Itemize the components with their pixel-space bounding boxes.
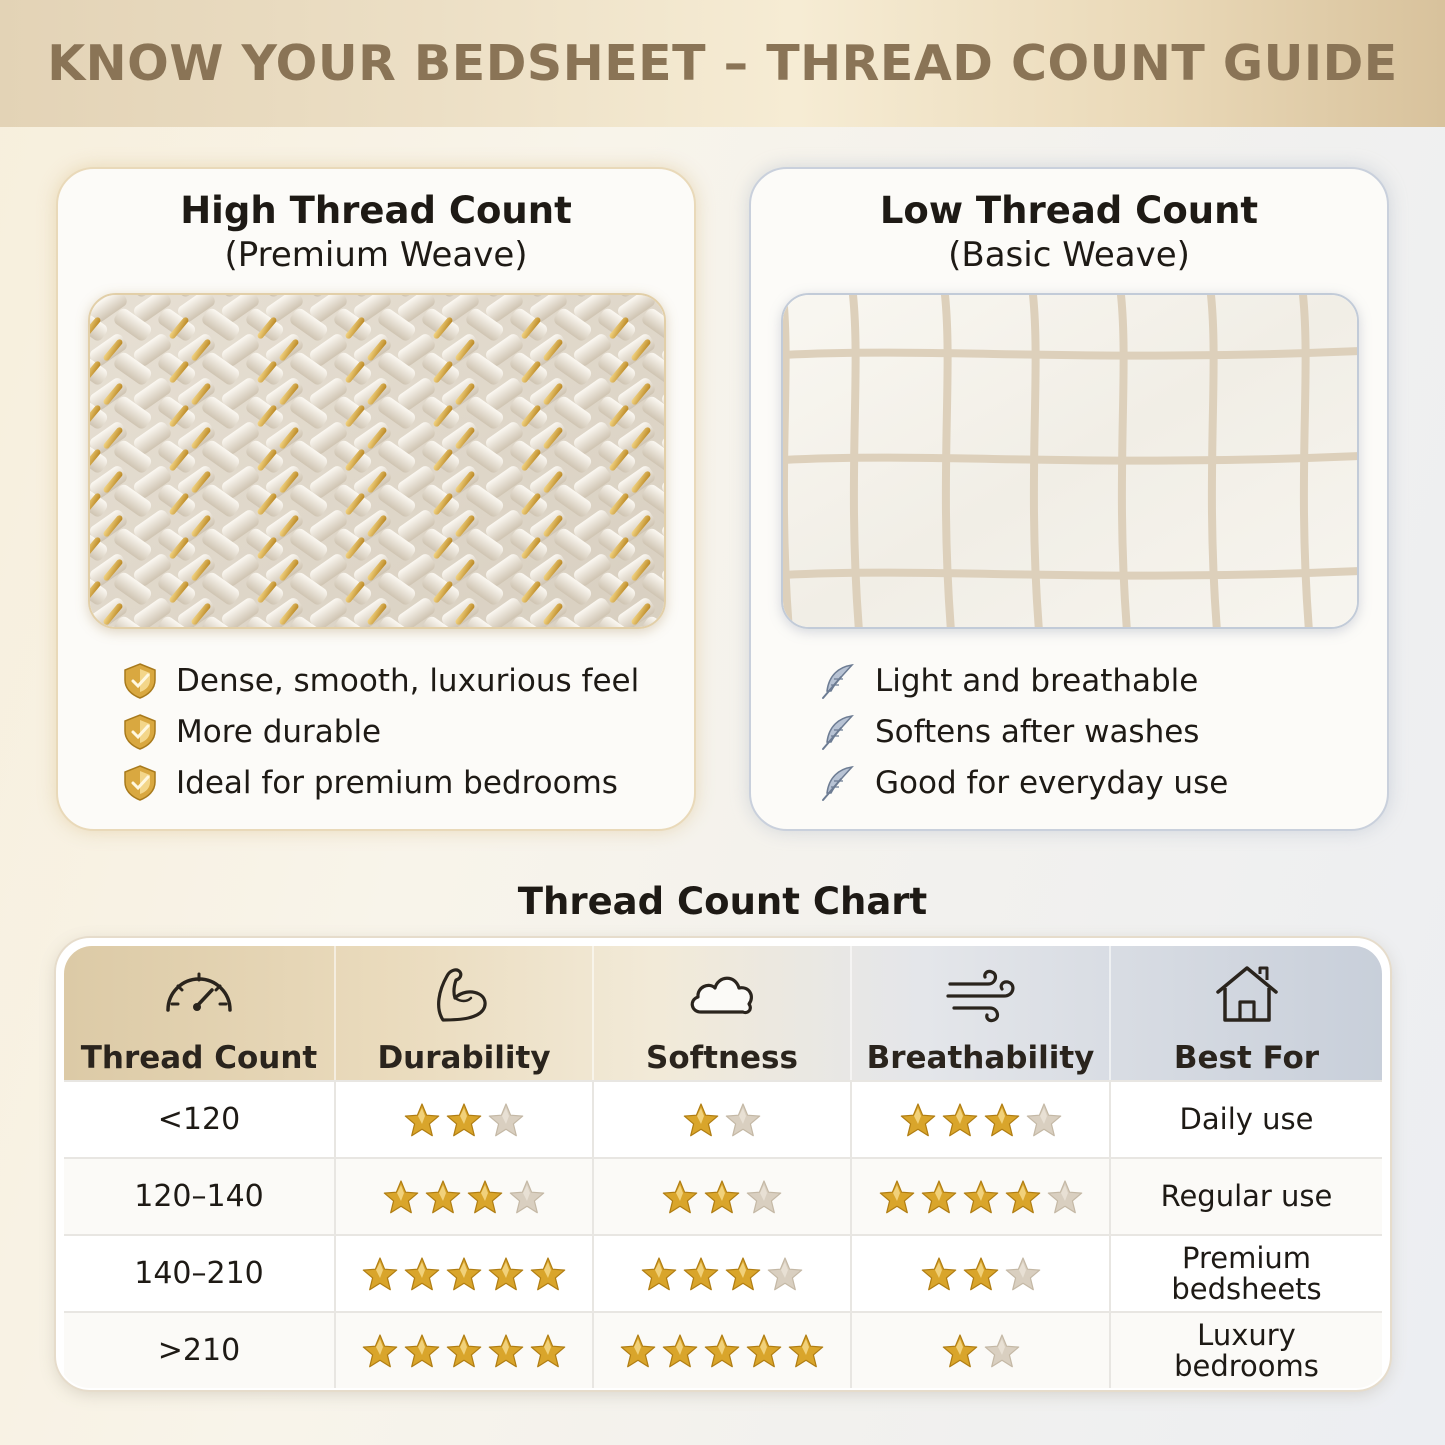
star-filled-icon [382,1178,420,1216]
star-filled-icon [661,1332,699,1370]
star-filled-icon [682,1255,720,1293]
table-row [64,1311,1382,1388]
high-bullet-text: Dense, smooth, luxurious feel [176,662,640,699]
durability-rating [336,1082,594,1157]
star-filled-icon [941,1332,979,1370]
cloud-icon [685,962,759,1026]
star-filled-icon [445,1332,483,1370]
star-filled-icon [787,1332,825,1370]
feather-icon [819,763,859,803]
thread-count-cell: 140–210 [64,1236,336,1311]
star-filled-icon [403,1101,441,1139]
star-filled-icon [920,1255,958,1293]
star-filled-icon [445,1101,483,1139]
star-filled-icon [983,1101,1021,1139]
flexed-arm-icon [427,962,501,1026]
softness-rating [594,1236,852,1311]
breathability-rating [852,1082,1111,1157]
star-filled-icon [703,1178,741,1216]
star-filled-icon [941,1101,979,1139]
breathability-rating [852,1236,1111,1311]
high-card-subtitle: (Premium Weave) [224,235,528,275]
star-empty-icon [1004,1255,1042,1293]
low-bullet [819,655,1228,706]
column-header-breathability [852,946,1111,1080]
star-filled-icon [724,1255,762,1293]
star-filled-icon [361,1255,399,1293]
column-header-label: Best For [1173,1040,1320,1076]
table-header [64,946,1382,1080]
low-thread-count-card [749,167,1389,831]
star-empty-icon [487,1101,525,1139]
star-filled-icon [403,1332,441,1370]
best-for-cell: Daily use [1179,1102,1314,1136]
basic-weave-image [781,293,1359,629]
low-bullet-text: Light and breathable [875,662,1199,699]
column-header-thread-count [64,946,336,1080]
column-header-best-for [1111,946,1382,1080]
durability-rating [336,1313,594,1388]
best-for-cell: Regular use [1160,1179,1333,1213]
star-empty-icon [508,1178,546,1216]
high-bullet [120,757,639,808]
star-empty-icon [1025,1101,1063,1139]
weft-thread [783,351,1359,356]
table-row [64,1157,1382,1234]
high-bullet-text: Ideal for premium bedrooms [176,764,618,801]
star-filled-icon [619,1332,657,1370]
star-filled-icon [424,1178,462,1216]
wind-icon [944,962,1018,1026]
thread-count-cell: 120–140 [64,1159,336,1234]
star-filled-icon [745,1332,783,1370]
low-bullet [819,706,1228,757]
premium-weave-image [88,293,666,629]
star-empty-icon [766,1255,804,1293]
star-filled-icon [487,1332,525,1370]
column-header-label: Breathability [866,1040,1095,1076]
high-bullet [120,706,639,757]
durability-rating [336,1159,594,1234]
shield-icon [120,661,160,701]
star-filled-icon [487,1255,525,1293]
star-filled-icon [466,1178,504,1216]
breathability-rating [852,1313,1111,1388]
softness-rating [594,1082,852,1157]
column-header-label: Softness [646,1040,798,1076]
star-empty-icon [745,1178,783,1216]
thread-count-cell: >210 [64,1313,336,1388]
star-filled-icon [962,1255,1000,1293]
column-header-label: Thread Count [80,1040,318,1076]
high-bullet [120,655,639,706]
feather-icon [819,661,859,701]
star-empty-icon [1046,1178,1084,1216]
star-filled-icon [361,1332,399,1370]
star-filled-icon [878,1178,916,1216]
page-header [0,0,1445,127]
shield-icon [120,763,160,803]
star-filled-icon [640,1255,678,1293]
chart-title: Thread Count Chart [517,880,928,923]
best-for-cell: Premium bedsheets [1171,1240,1322,1306]
column-header-label: Durability [377,1040,551,1076]
softness-rating [594,1313,852,1388]
low-card-title: Low Thread Count [879,189,1259,232]
column-header-durability [336,946,594,1080]
feather-icon [819,712,859,752]
breathability-rating [852,1159,1111,1234]
table-row [64,1080,1382,1157]
high-card-title: High Thread Count [180,189,572,232]
star-filled-icon [403,1255,441,1293]
star-filled-icon [899,1101,937,1139]
house-icon [1210,962,1284,1026]
durability-rating [336,1236,594,1311]
shield-icon [120,712,160,752]
best-for-cell: Luxury bedrooms [1174,1317,1319,1383]
low-bullet-text: Softens after washes [875,713,1200,750]
gauge-icon [162,962,236,1026]
high-bullet-text: More durable [176,713,382,750]
thread-count-table [56,938,1390,1390]
weft-thread [783,456,1359,461]
star-filled-icon [1004,1178,1042,1216]
low-bullet [819,757,1228,808]
table-body [64,1080,1382,1388]
low-bullet-text: Good for everyday use [875,764,1229,801]
high-thread-count-card [56,167,696,831]
star-filled-icon [661,1178,699,1216]
warp-thread [853,295,859,629]
star-filled-icon [445,1255,483,1293]
star-filled-icon [703,1332,741,1370]
softness-rating [594,1159,852,1234]
thread-count-cell: <120 [64,1082,336,1157]
table-row [64,1234,1382,1311]
page-title: KNOW YOUR BEDSHEET – THREAD COUNT GUIDE [47,35,1398,92]
star-filled-icon [962,1178,1000,1216]
star-empty-icon [983,1332,1021,1370]
star-filled-icon [920,1178,958,1216]
star-filled-icon [529,1255,567,1293]
star-filled-icon [529,1332,567,1370]
weft-thread [783,571,1359,576]
star-empty-icon [724,1101,762,1139]
low-card-subtitle: (Basic Weave) [948,235,1190,275]
star-filled-icon [682,1101,720,1139]
column-header-softness [594,946,852,1080]
